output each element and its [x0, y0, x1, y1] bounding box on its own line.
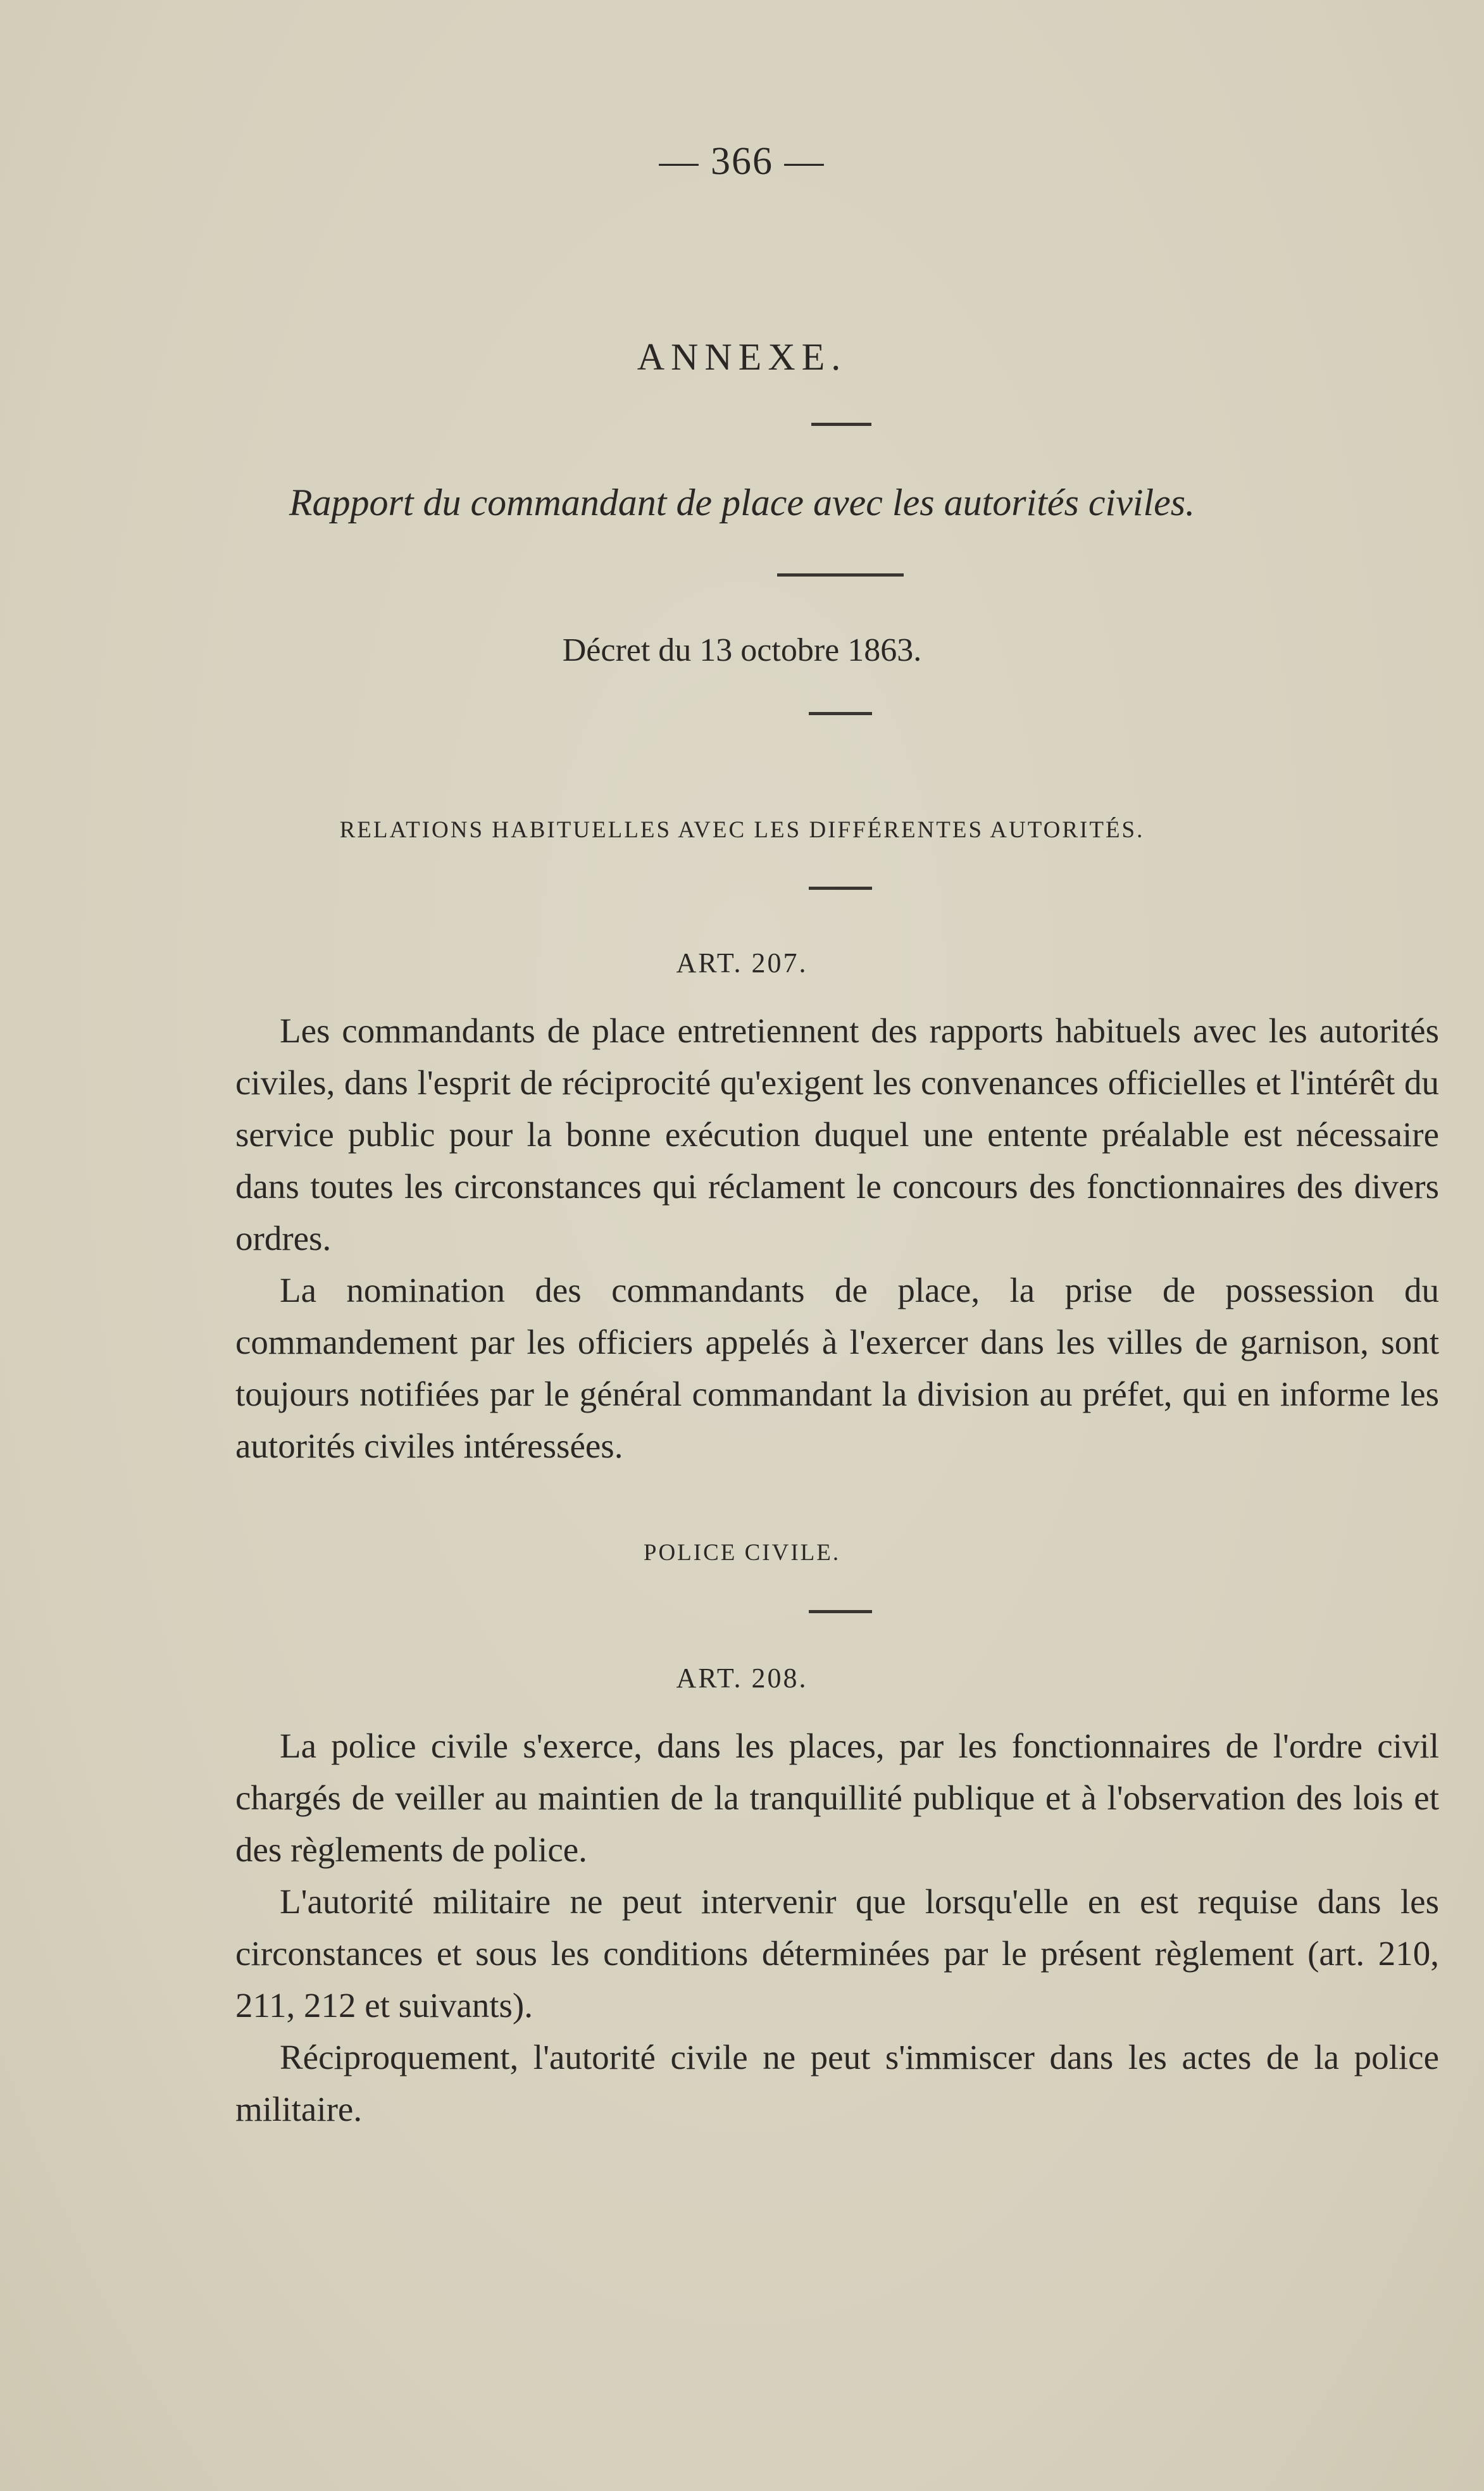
paragraph: Réciproquement, l'autorité civile ne peut s'immiscer dans les actes de la police militaire. — [235, 2038, 1439, 2128]
paragraph: La police civile s'exerce, dans les places, par les fonctionnaires de l'ordre civil chargés de veiller au maintien de la tranquillité publique et à l'observation des lois et des règlements de police. — [235, 1726, 1439, 1869]
section-heading: RELATIONS HABITUELLES AVEC LES DIFFÉRENTES AUTORITÉS. — [339, 817, 1145, 843]
paragraph: La nomination des commandants de place, la prise de possession du commandement par les officiers appelés à l'exercer dans les villes de garnison, sont toujours notifiées par le général commandant la division au préfet, qui en informe les autorités civiles intéressées. — [235, 1271, 1439, 1465]
paragraph: Les commandants de place entretiennent des rapports habituels avec les autorités civiles, dans l'esprit de réciprocité qu'exigent les convenances officielles et l'intérêt du service public pour la bonne exécution duquel une entente préalable est nécessaire dans toutes les circonstances qui réclament le concours des fonctionnaires des divers ordres. — [235, 1011, 1439, 1258]
page-number: — 366 — — [659, 140, 825, 183]
annex-title: ANNEXE. — [637, 336, 847, 378]
article-body — [235, 1005, 1439, 1472]
divider — [809, 712, 872, 715]
divider — [777, 573, 904, 577]
article-body — [235, 1720, 1439, 2135]
article-number: ART. 207. — [676, 947, 808, 978]
divider — [809, 887, 872, 890]
divider — [809, 1610, 872, 1613]
article-number: ART. 208. — [676, 1663, 808, 1694]
divider — [811, 423, 871, 426]
decree-line: Décret du 13 octobre 1863. — [562, 632, 922, 668]
section-heading: POLICE CIVILE. — [643, 1540, 841, 1566]
paragraph: L'autorité militaire ne peut intervenir que lorsqu'elle en est requise dans les circonstances et sous les conditions déterminées par le présent règlement (art. 210, 211, 212 et suivants). — [235, 1882, 1439, 2025]
annex-subtitle: Rapport du commandant de place avec les autorités civiles. — [289, 482, 1195, 523]
